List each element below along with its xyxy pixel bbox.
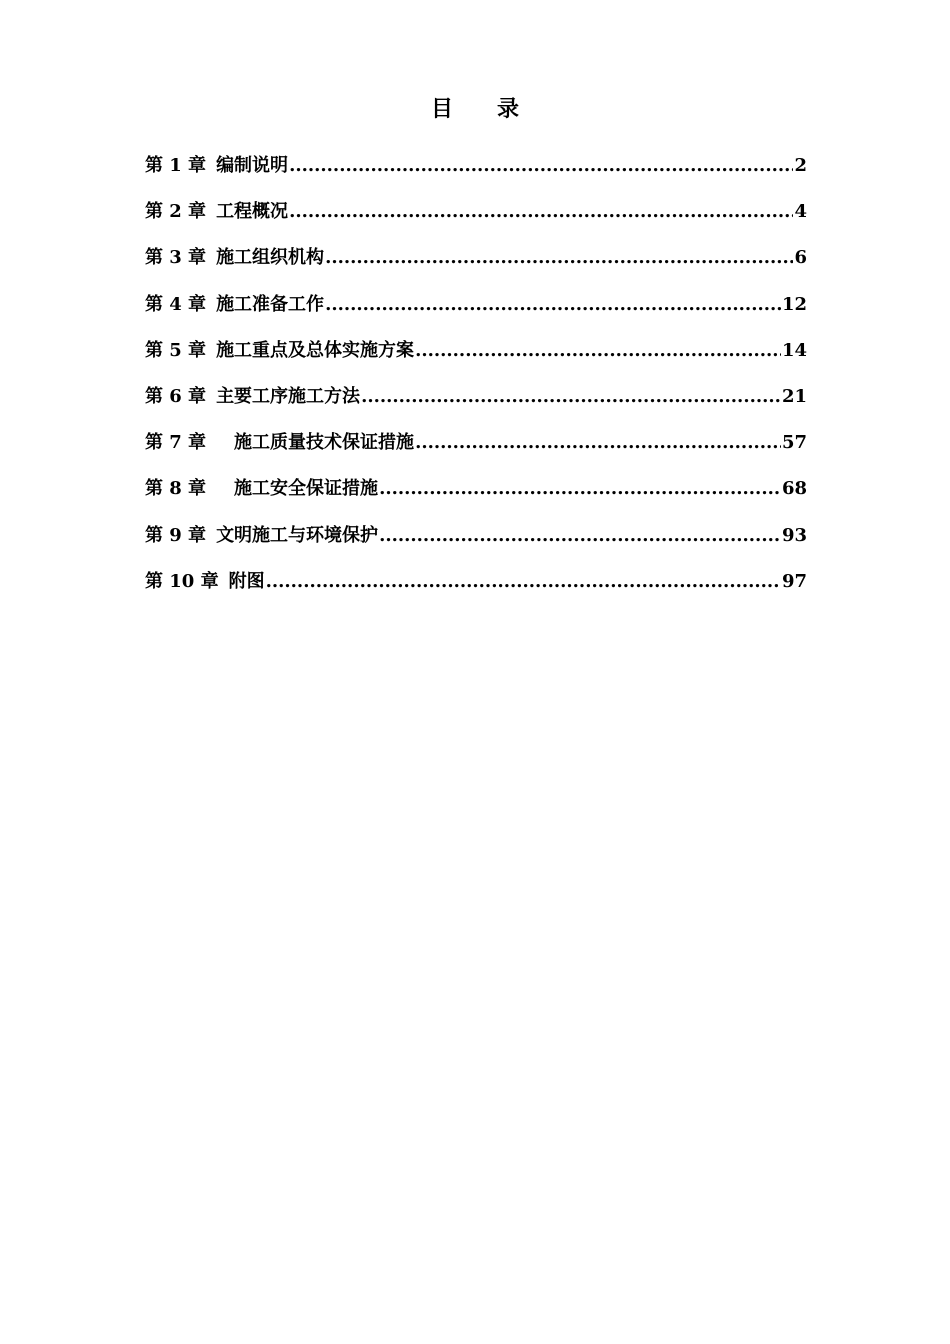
toc-chapter-title: 施工重点及总体实施方案 [216, 339, 415, 361]
toc-entry[interactable] [145, 521, 807, 567]
toc-chapter-title: 施工准备工作 [216, 293, 325, 315]
toc-page-number: 57 [781, 432, 807, 454]
toc-page-number: 97 [781, 570, 807, 592]
toc-page-number: 93 [781, 524, 807, 546]
toc-chapter-title: 施工安全保证措施 [216, 478, 379, 500]
toc-entry[interactable] [145, 151, 807, 197]
toc-entry[interactable] [145, 336, 807, 382]
toc-page-number: 68 [781, 478, 807, 500]
toc-entry[interactable] [145, 567, 807, 613]
toc-chapter-number: 第 8 章 [145, 478, 207, 500]
toc-dot-leader [415, 428, 781, 458]
toc-title [0, 92, 950, 123]
toc-dot-leader [379, 521, 781, 551]
table-of-contents [145, 151, 807, 613]
toc-dot-leader [289, 197, 793, 227]
toc-chapter-title: 施工质量技术保证措施 [216, 432, 415, 454]
toc-dot-leader [415, 336, 781, 366]
toc-page-number: 2 [794, 155, 807, 176]
toc-title-right: 录 [497, 96, 520, 122]
toc-entry[interactable] [145, 474, 807, 520]
toc-page-number: 21 [781, 385, 807, 407]
toc-dot-leader [361, 382, 781, 412]
toc-entry[interactable] [145, 382, 807, 428]
toc-entry[interactable] [145, 243, 807, 289]
toc-chapter-number: 第 10 章 [145, 570, 219, 592]
toc-title-left: 目 [430, 96, 453, 122]
toc-chapter-title: 施工组织机构 [216, 247, 325, 269]
toc-dot-leader [325, 290, 781, 320]
toc-chapter-title: 主要工序施工方法 [216, 385, 361, 407]
toc-dot-leader [325, 243, 793, 273]
toc-chapter-title: 工程概况 [216, 201, 289, 223]
toc-chapter-number: 第 7 章 [145, 432, 207, 454]
toc-entry[interactable] [145, 197, 807, 243]
toc-chapter-number: 第 6 章 [145, 385, 207, 407]
toc-entry[interactable] [145, 428, 807, 474]
toc-page-number: 14 [781, 339, 807, 361]
toc-chapter-title: 编制说明 [216, 155, 289, 176]
toc-entry[interactable] [145, 290, 807, 336]
toc-chapter-number: 第 1 章 [145, 155, 207, 176]
toc-chapter-title: 文明施工与环境保护 [216, 524, 379, 546]
toc-page-number: 12 [781, 293, 807, 315]
toc-chapter-title: 附图 [228, 570, 265, 592]
toc-dot-leader [379, 474, 781, 504]
toc-dot-leader [289, 151, 793, 181]
toc-chapter-number: 第 3 章 [145, 247, 207, 269]
toc-chapter-number: 第 2 章 [145, 201, 207, 223]
toc-dot-leader [266, 567, 781, 597]
toc-page-number: 4 [794, 201, 807, 223]
toc-chapter-number: 第 4 章 [145, 293, 207, 315]
toc-page-number: 6 [794, 247, 807, 269]
toc-chapter-number: 第 5 章 [145, 339, 207, 361]
toc-chapter-number: 第 9 章 [145, 524, 207, 546]
